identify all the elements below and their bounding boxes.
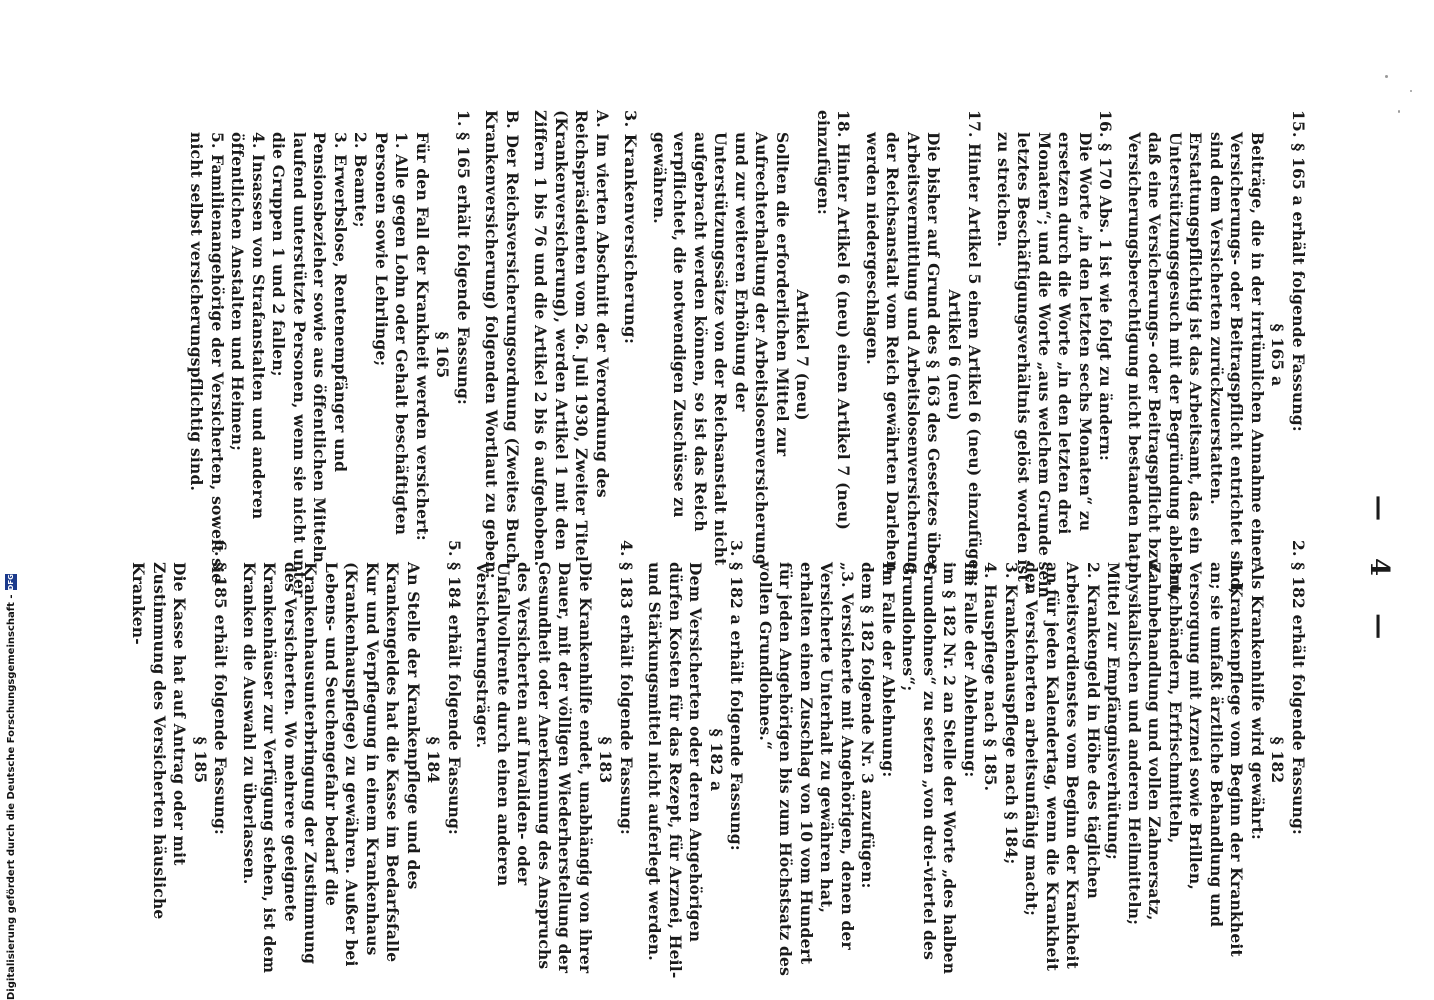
sub-item: 3. Erwerbslose, Rentenempfänger und Pensionsbezieher sowie aus öffentlichen Mitteln laufend unterstützte Personen, wenn sie nicht unter die Gruppen 1 und 2 fallen; [269,132,350,598]
paragraph: An Stelle der Krankenpflege und des Krankengeldes hat die Kasse im Bedarfsfalle Kur und Verpflegung in einem Krankenhaus (Krankenhauspflege) zu gewähren. Außer bei Lebens- und Seuchengefahr bedarf die Krankenhausunterbringung der Zustimmung des Versicherten. Wo mehrere geeignete Krankenhäuser zur Verfügung stehen, ist dem Kranken die Auswahl zu überlassen. [240,562,423,974]
scan-speck [1398,110,1400,113]
paragraph: im § 182 Nr. 2 an Stelle der Worte „des halben Grundlohnes“ zu setzen „von drei-viertel des Grundlohnes“; [899,562,960,975]
scan-speck [1385,75,1388,78]
numbered-item: A. Im vierten Abschnitt der Verordnung des Reichspräsidenten vom 26. Juli 1930, Zweiter Titel (Krankenversicherung), werden Artikel 1 mit den Ziffern 1 bis 76 und die Artikel 2 bis 6 aufgehoben. [531,110,612,567]
numbered-item: 15. § 165 a erhält folgende Fassung: [1289,110,1308,432]
numbered-item: 3. § 182 a erhält folgende Fassung: [727,540,747,851]
section-heading: § 183 [596,736,616,784]
section-heading: § 185 [191,736,210,784]
paragraph: Als Krankenhilfe wird gewährt: [1248,562,1267,840]
right-text-column [0,540,1316,980]
paragraph: dem § 182 folgende Nr. 3 anzufügen: [858,562,878,889]
paragraph: Sollten die erforderlichen Mittel zur Aufrechterhaltung der Arbeitslosenversicherung und zur weiteren Erhöhung der Unterstützungssätze von der Reichsanstalt nicht aufgebracht werden können, so ist das Reich verpflichtet, die notwendigen Zuschüsse zu gewähren. [650,132,792,566]
digitization-footer [4,0,24,1000]
numbered-item: 6. § 185 erhält folgende Fassung: [211,540,231,835]
section-heading: § 165 a [1268,323,1288,387]
section-heading: § 184 [424,736,444,784]
numbered-item: 16. § 170 Abs. 1 ist wie folgt zu ändern: [1096,110,1116,461]
sub-item: 2. Krankengeld in Höhe des täglichen Arbeitsverdienstes vom Beginn der Krankheit an für jeden Kalendertag, wenn die Krankheit den Versicherten arbeitsunfähig macht; [1022,562,1103,972]
left-text-column [0,110,1316,600]
numbered-item: 4. § 183 erhält folgende Fassung: [617,540,636,835]
sub-item: 4. Insassen von Strafanstalten und anderen öffentlichen Anstalten und Heimen; [228,132,268,520]
paragraph: Im Falle der Ablehnung: [961,562,980,778]
paragraph: Die Worte „in den letzten sechs Monaten“ zu ersetzen durch die Worte „in den letzten drei Monaten“; und die Worte „aus welchem Grunde sein letztes Beschäftigungsverhältnis gelöst worden ist“ zu streichen. [994,132,1095,599]
sub-item: 3. Krankenhauspflege nach § 184; [1002,562,1021,865]
section-heading: § 182 [1268,736,1288,784]
numbered-item: B. Der Reichsversicherungsordnung (Zweites Buch, Krankenversicherung) folgenden Wortlaut zu geben: [482,110,522,579]
numbered-item: 5. § 184 erhält folgende Fassung: [445,540,464,835]
numbered-item: 1. § 165 erhält folgende Fassung: [454,110,473,405]
chapter-heading: 3. Krankenversicherung: [621,110,641,345]
page-number: — 4 — [1364,495,1394,654]
numbered-item: 17. Hinter Artikel 5 einen Artikel 6 (neu) einzufügen: [965,110,985,587]
scan-speck [1410,90,1412,92]
paragraph: Die Krankenhilfe endet, unabhängig von ihrer Dauer, mit der völligen Wiederherstellung der Gesundheit oder Anerkennung des Anspruchs des Versicherten auf Invaliden- oder Unfallvollrente durch einen anderen Versicherungsträger. [473,562,595,974]
paragraph: Für den Fall der Krankheit werden versichert: [413,132,432,541]
section-heading: Artikel 7 (neu) [793,289,813,421]
section-heading: § 182 a [707,728,726,792]
paragraph: Im Falle der Ablehnung: [879,562,898,778]
dfg-logo: DFG [7,574,15,591]
paragraph: Die Kasse hat auf Antrag oder mit Zustimmung des Versicherten häusliche Kranken- [129,562,190,920]
footer-text: Digitalisierung gefördert durch die Deutsche Forschungsgemeinschaft - [6,594,17,1000]
sub-item: 2. Beamte; [351,132,371,228]
sub-item: 5. Familienangehörige der Versicherten, soweit sie nicht selbst versicherungspflichtig sind. [187,132,227,584]
section-heading: § 165 [433,331,453,379]
sub-item: 1. Alle gegen Lohn oder Gehalt beschäftigten Personen sowie Lehrlinge; [372,132,412,536]
numbered-item: 18. Hinter Artikel 6 (neu) einen Artikel 7 (neu) einzufügen: [814,110,854,531]
sub-item: 4. Hauspflege nach § 185. [981,562,1001,792]
paragraph: „3. Versicherte mit Angehörigen, denen der Versicherte Unterhalt zu gewähren hat, erhalten einen Zuschlag von 10 vom Hundert für jeden Angehörigen bis zum Höchstsatz des vollen Grundlohnes.“ [756,562,857,977]
paragraph: Die bisher auf Grund des § 163 des Gesetzes über Arbeitsvermittlung und Arbeitslosenversicherung der Reichsanstalt vom Reich gewährten Darlehen werden niedergeschlagen. [863,132,944,574]
section-heading: Artikel 6 (neu) [945,289,964,421]
paragraph: Dem Versicherten oder deren Angehörigen dürfen Kosten für das Rezept, für Arznei, Heil- und Stärkungsmittel nicht auferlegt werden. [645,562,706,979]
paragraph: Beiträge, die in der irrtümlichen Annahme einer Versicherungs- oder Beitragspflicht entrichtet sind, sind dem Versicherten zurückzuerstatten. Erstattungspflichtig ist das Arbeitsamt, das ein Unterstützungsgesuch mit der Begründung ablehnt, daß eine Versicherungs- oder Beitragspflicht bzw. Versicherungsberechtigung nicht bestanden hat. [1125,132,1267,599]
numbered-item: 2. § 182 erhält folgende Fassung: [1289,540,1308,835]
sub-item: 1. Krankenpflege vom Beginn der Krankheit an; sie umfaßt ärztliche Behandlung und Versorgung mit Arznei sowie Brillen, Bruchbändern, Erfrischmitteln, Zahnbehandlung und vollen Zahnersatz, physikalischen und anderen Heilmitteln; Mittel zur Empfängnisverhütung; [1104,562,1247,957]
